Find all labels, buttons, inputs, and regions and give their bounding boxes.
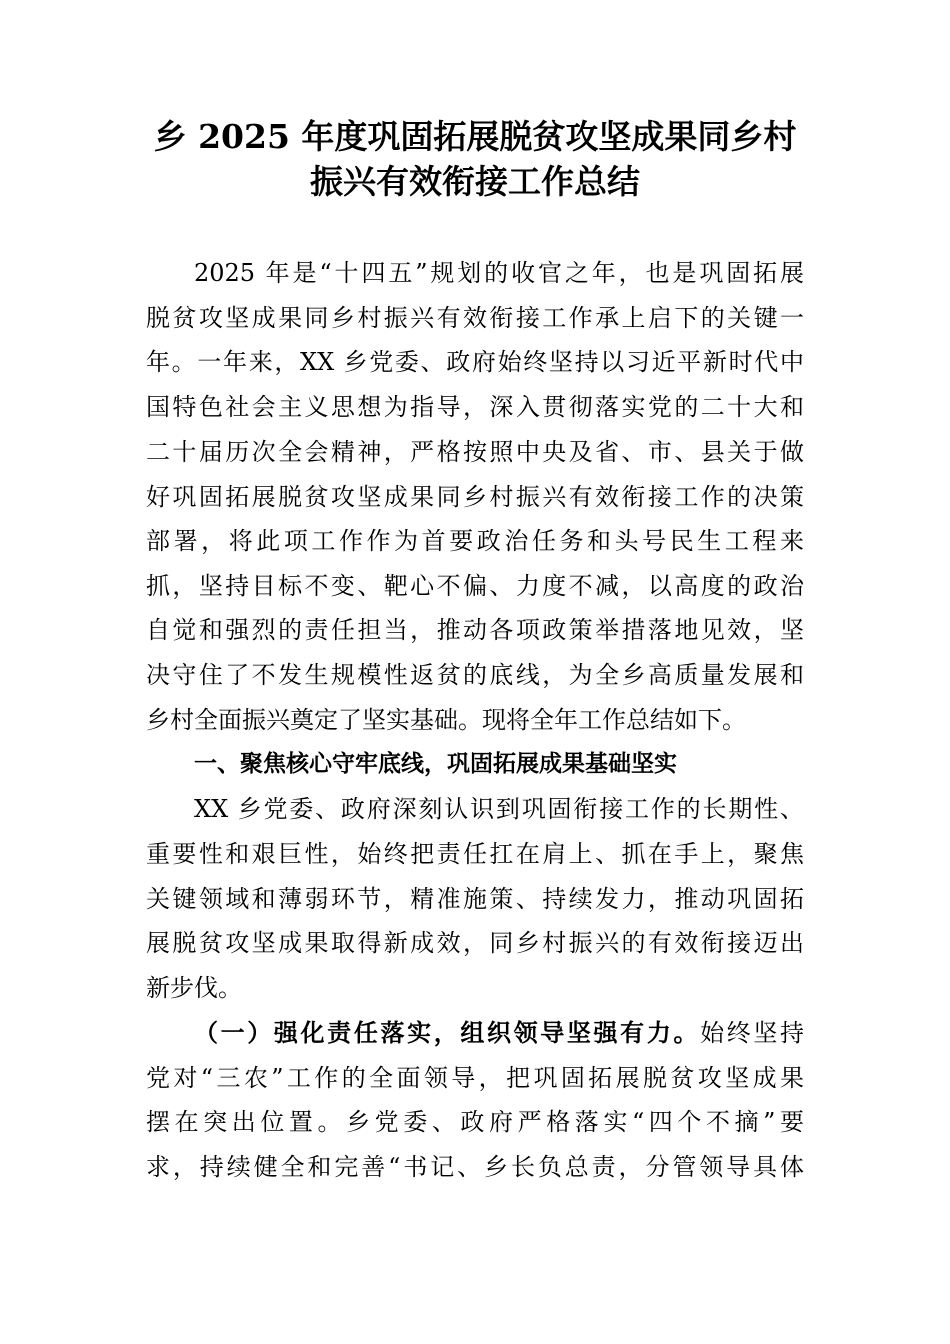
intro-line: 2025 年是“十四五”规划的收官之年，也是巩固拓展 — [194, 259, 804, 287]
subsection-line: 党对“三农”工作的全面领导，把巩固拓展脱贫攻坚成果 — [146, 1064, 804, 1092]
intro-line: 抓，坚持目标不变、靶心不偏、力度不减，以高度的政治 — [146, 572, 804, 600]
document-title-line-2: 振兴有效衔接工作总结 — [310, 162, 640, 201]
subsection-first-line — [194, 1018, 804, 1048]
section-heading: 一、聚焦核心守牢底线，巩固拓展成果基础坚实 — [194, 751, 677, 777]
intro-line: 二十届历次全会精神，严格按照中央及省、市、县关于做 — [146, 438, 804, 466]
intro-line: 自觉和强烈的责任担当，推动各项政策举措落地见效，坚 — [146, 616, 804, 644]
intro-line: 乡村全面振兴奠定了坚实基础。现将全年工作总结如下。 — [146, 706, 746, 734]
section-line: 关键领域和薄弱环节，精准施策、持续发力，推动巩固拓 — [146, 885, 804, 913]
subsection-line: 求，持续健全和完善“书记、乡长负总责，分管领导具体 — [146, 1153, 804, 1181]
subsection-line: 摆在突出位置。乡党委、政府严格落实“四个不摘”要 — [146, 1108, 804, 1136]
document-title-line-1: 乡 2025 年度巩固拓展脱贫攻坚成果同乡村 — [153, 117, 797, 156]
subsection-first-rest: 始终坚持 — [700, 1019, 805, 1047]
intro-line: 国特色社会主义思想为指导，深入贯彻落实党的二十大和 — [146, 393, 804, 421]
section-line: 重要性和艰巨性，始终把责任扛在肩上、抓在手上，聚焦 — [146, 840, 804, 868]
intro-line: 年。一年来，XX 乡党委、政府始终坚持以习近平新时代中 — [146, 348, 804, 376]
subsection-lead: （一）强化责任落实，组织领导坚强有力。 — [194, 1018, 701, 1047]
section-line: 新步伐。 — [146, 974, 242, 1002]
intro-line: 决守住了不发生规模性返贫的底线，为全乡高质量发展和 — [146, 661, 804, 689]
intro-line: 部署，将此项工作作为首要政治任务和头号民生工程来 — [146, 527, 804, 555]
section-line: 展脱贫攻坚成果取得新成效，同乡村振兴的有效衔接迈出 — [146, 929, 804, 957]
section-line: XX 乡党委、政府深刻认识到巩固衔接工作的长期性、 — [194, 795, 804, 823]
intro-line: 脱贫攻坚成果同乡村振兴有效衔接工作承上启下的关键一 — [146, 304, 804, 332]
intro-line: 好巩固拓展脱贫攻坚成果同乡村振兴有效衔接工作的决策 — [146, 483, 804, 511]
